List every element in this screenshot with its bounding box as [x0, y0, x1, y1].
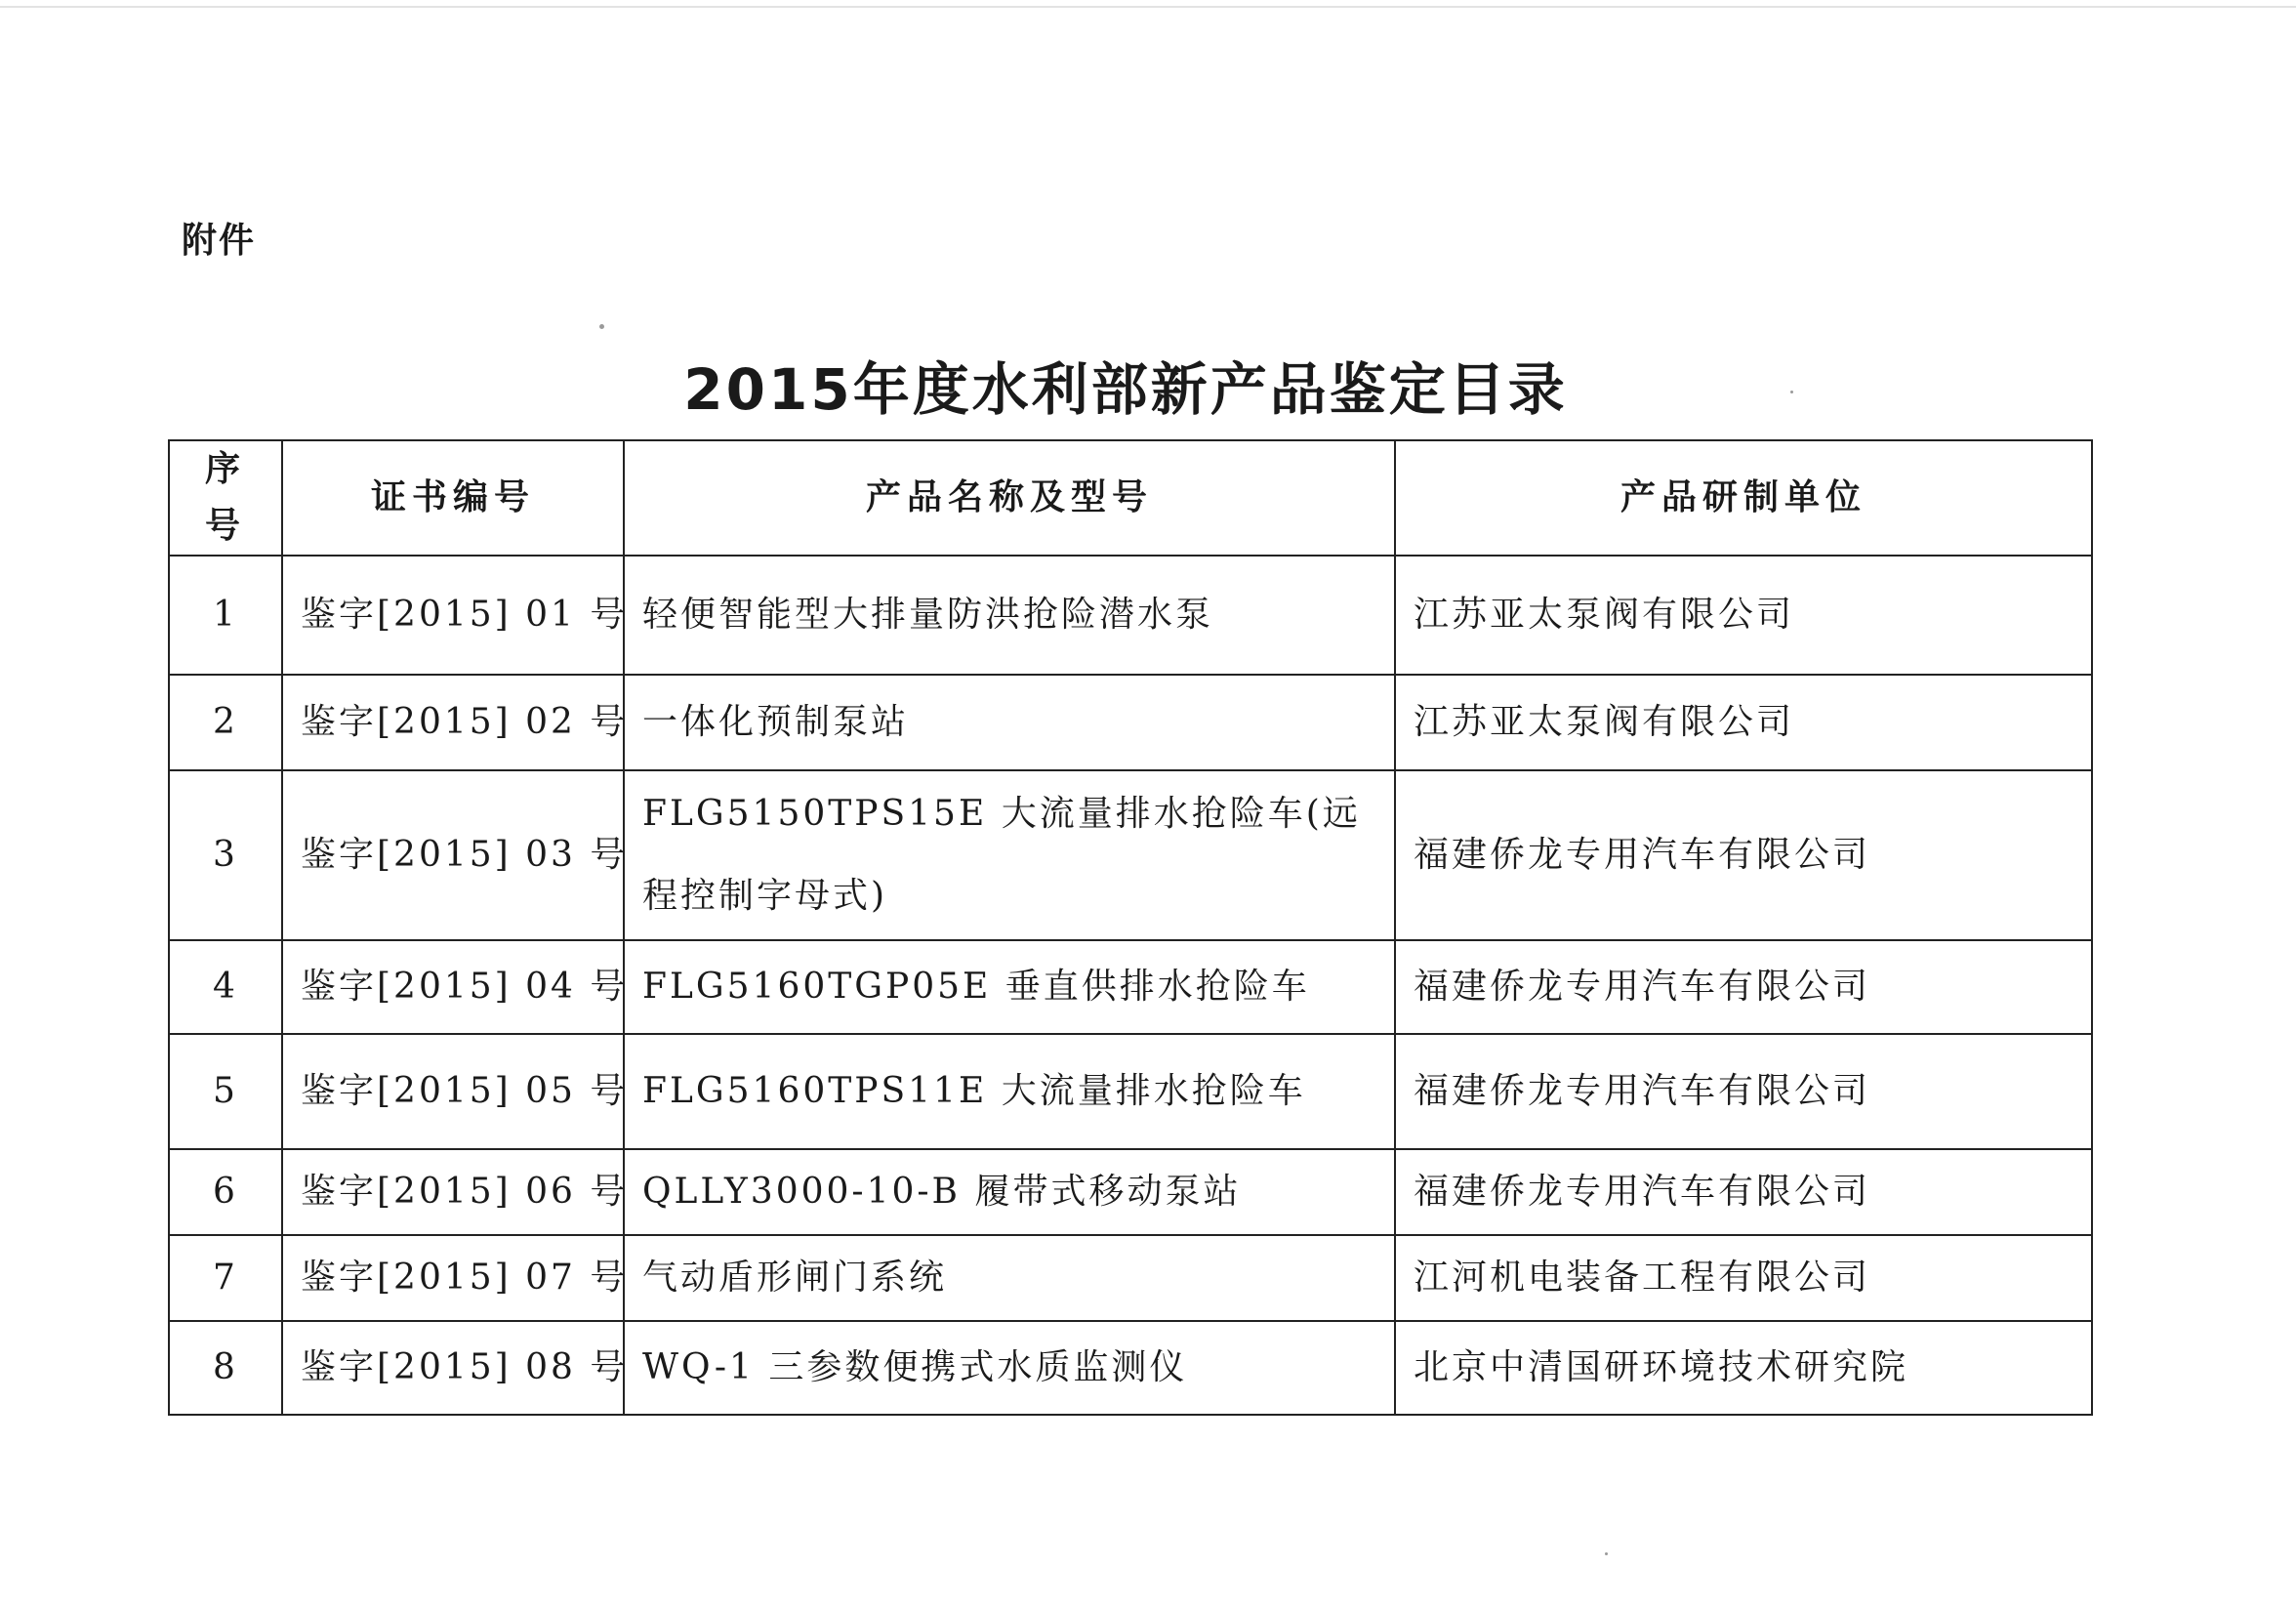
row-certificate-number: 鉴字[2015] 07 号	[282, 1235, 624, 1321]
row-product-name: 轻便智能型大排量防洪抢险潜水泵	[624, 556, 1395, 675]
row-product-name: WQ-1 三参数便携式水质监测仪	[624, 1321, 1395, 1415]
table-row	[169, 556, 2092, 675]
scan-speck	[1605, 1552, 1608, 1555]
row-serial-number: 6	[169, 1149, 282, 1235]
row-product-name: FLG5160TPS11E 大流量排水抢险车	[624, 1034, 1395, 1149]
row-certificate-number: 鉴字[2015] 04 号	[282, 940, 624, 1034]
row-developer-unit: 北京中清国研环境技术研究院	[1395, 1321, 2092, 1415]
row-certificate-number: 鉴字[2015] 02 号	[282, 675, 624, 770]
header-certificate-number: 证书编号	[282, 440, 624, 556]
row-certificate-number: 鉴字[2015] 06 号	[282, 1149, 624, 1235]
table-row	[169, 1149, 2092, 1235]
row-serial-number: 7	[169, 1235, 282, 1321]
row-developer-unit: 福建侨龙专用汽车有限公司	[1395, 1034, 2092, 1149]
attachment-label: 附件	[182, 221, 257, 261]
row-developer-unit: 江河机电装备工程有限公司	[1395, 1235, 2092, 1321]
row-product-name: 一体化预制泵站	[624, 675, 1395, 770]
row-developer-unit: 江苏亚太泵阀有限公司	[1395, 556, 2092, 675]
row-product-name: FLG5160TGP05E 垂直供排水抢险车	[624, 940, 1395, 1034]
row-serial-number: 3	[169, 770, 282, 940]
row-serial-number: 1	[169, 556, 282, 675]
row-certificate-number: 鉴字[2015] 03 号	[282, 770, 624, 940]
row-certificate-number: 鉴字[2015] 01 号	[282, 556, 624, 675]
table-row	[169, 1034, 2092, 1149]
table-row	[169, 940, 2092, 1034]
header-product-name-model: 产品名称及型号	[624, 440, 1395, 556]
row-certificate-number: 鉴字[2015] 08 号	[282, 1321, 624, 1415]
row-product-name: FLG5150TPS15E 大流量排水抢险车(远程控制字母式)	[624, 770, 1395, 940]
row-developer-unit: 江苏亚太泵阀有限公司	[1395, 675, 2092, 770]
scan-speck	[599, 324, 604, 329]
product-catalog-table	[168, 439, 2093, 1416]
row-serial-number: 5	[169, 1034, 282, 1149]
row-serial-number: 2	[169, 675, 282, 770]
document-title: 2015年度水利部新产品鉴定目录	[683, 356, 1568, 423]
row-product-name: 气动盾形闸门系统	[624, 1235, 1395, 1321]
table-row	[169, 770, 2092, 940]
table-row	[169, 1321, 2092, 1415]
table-row	[169, 675, 2092, 770]
row-certificate-number: 鉴字[2015] 05 号	[282, 1034, 624, 1149]
scan-top-edge	[0, 6, 2296, 8]
row-serial-number: 4	[169, 940, 282, 1034]
table-row	[169, 1235, 2092, 1321]
header-serial-number: 序号	[169, 440, 282, 556]
row-developer-unit: 福建侨龙专用汽车有限公司	[1395, 940, 2092, 1034]
table-header-row	[169, 440, 2092, 556]
row-serial-number: 8	[169, 1321, 282, 1415]
header-developer-unit: 产品研制单位	[1395, 440, 2092, 556]
row-developer-unit: 福建侨龙专用汽车有限公司	[1395, 1149, 2092, 1235]
row-product-name: QLLY3000-10-B 履带式移动泵站	[624, 1149, 1395, 1235]
row-developer-unit: 福建侨龙专用汽车有限公司	[1395, 770, 2092, 940]
scan-speck	[1790, 391, 1793, 393]
